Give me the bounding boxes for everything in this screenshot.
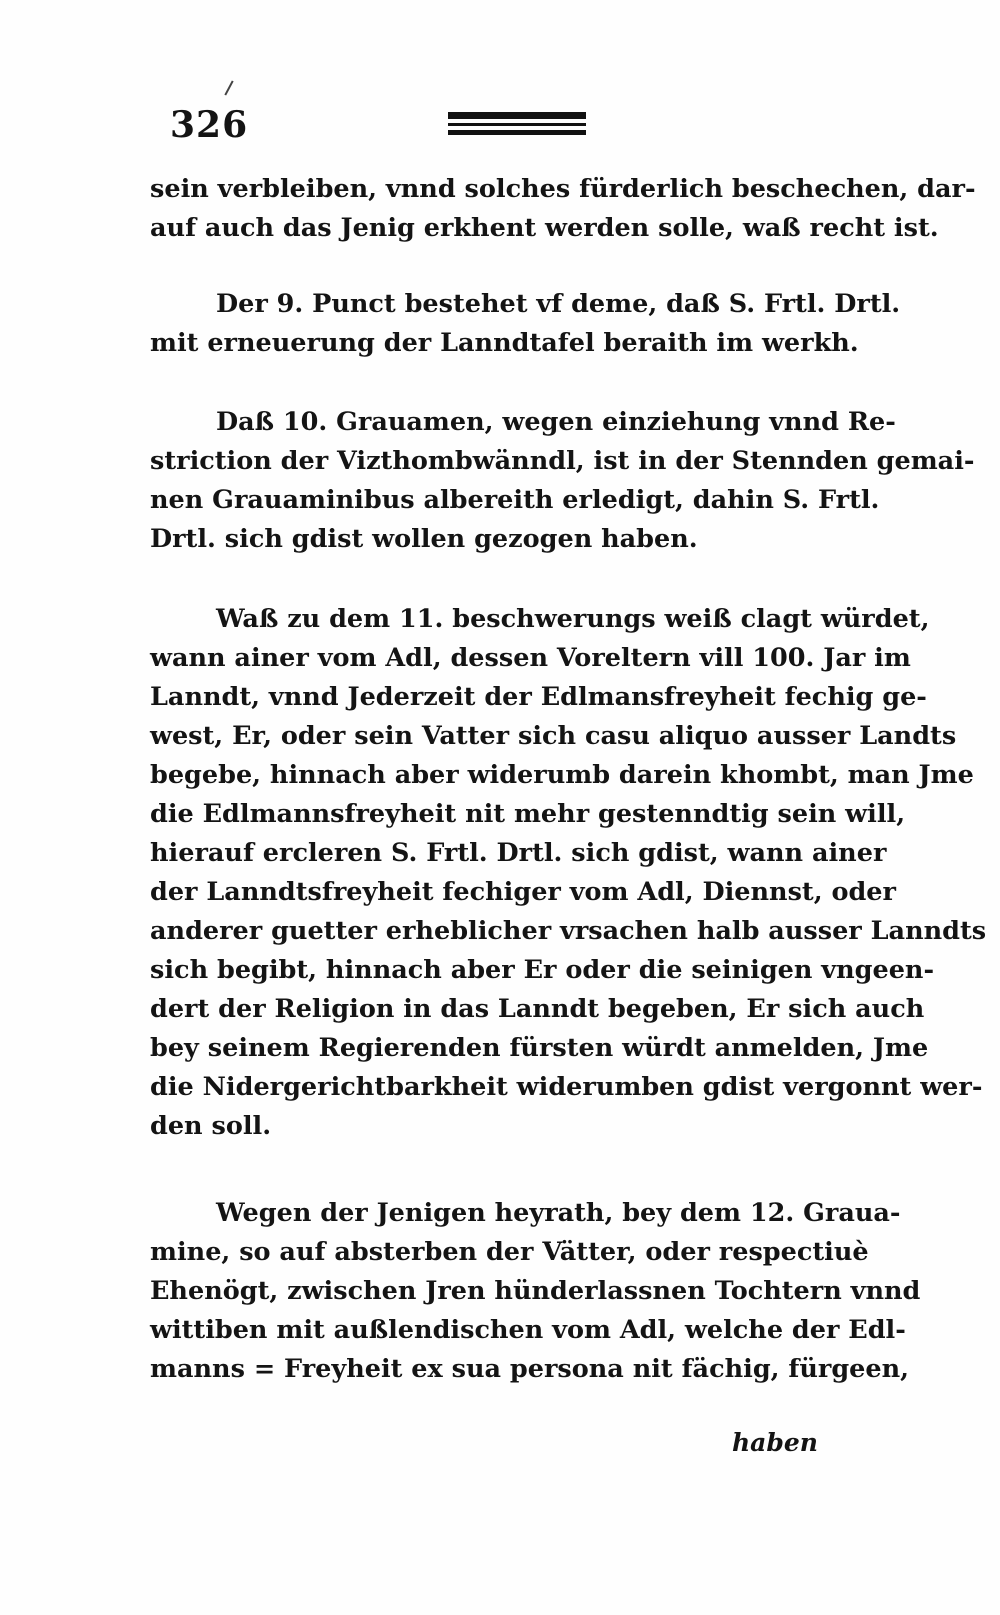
text-line: anderer guetter erheblicher vrsachen halb ausser Lanndts	[150, 916, 987, 946]
text-line: striction der Vizthombwänndl, ist in der Stennden gemai-	[150, 446, 975, 476]
text-line: dert der Religion in das Lanndt begeben, Er sich auch	[150, 994, 925, 1024]
stray-ink-mark	[224, 80, 233, 95]
text-line: Waß zu dem 11. beschwerungs weiß clagt würdet,	[216, 604, 930, 634]
text-line: Wegen der Jenigen heyrath, bey dem 12. Graua-	[216, 1198, 901, 1228]
paragraph-5	[150, 1194, 921, 1389]
text-line: hierauf ercleren S. Frtl. Drtl. sich gdist, wann ainer	[150, 838, 887, 868]
catchword: haben	[732, 1428, 818, 1457]
text-line: sich begibt, hinnach aber Er oder die seinigen vngeen-	[150, 955, 935, 985]
text-line: auf auch das Jenig erkhent werden solle, waß recht ist.	[150, 213, 939, 243]
text-line: sein verbleiben, vnnd solches fürderlich beschechen, dar-	[150, 174, 976, 204]
text-line: den soll.	[150, 1111, 272, 1141]
text-line: Ehenögt, zwischen Jren hünderlassnen Tochtern vnnd	[150, 1276, 921, 1306]
text-line: west, Er, oder sein Vatter sich casu aliquo ausser Landts	[150, 721, 957, 751]
text-line: die Edlmannsfreyheit nit mehr gestenndtig sein will,	[150, 799, 906, 829]
header-rule	[448, 112, 586, 139]
text-line: der Lanndtsfreyheit fechiger vom Adl, Diennst, oder	[150, 877, 896, 907]
text-line: wann ainer vom Adl, dessen Voreltern vill 100. Jar im	[150, 643, 911, 673]
text-line: bey seinem Regierenden fürsten würdt anmelden, Jme	[150, 1033, 929, 1063]
text-line: begebe, hinnach aber widerumb darein khombt, man Jme	[150, 760, 974, 790]
paragraph-1	[150, 170, 976, 248]
text-line: Daß 10. Grauamen, wegen einziehung vnnd Re-	[216, 407, 896, 437]
text-line: manns = Freyheit ex sua persona nit fächig, fürgeen,	[150, 1354, 910, 1384]
text-line: mit erneuerung der Lanndtafel beraith im werkh.	[150, 328, 859, 358]
text-line: Lanndt, vnnd Jederzeit der Edlmansfreyheit fechig ge-	[150, 682, 927, 712]
text-line: wittiben mit außlendischen vom Adl, welche der Edl-	[150, 1315, 906, 1345]
page-number: 326	[170, 104, 249, 146]
text-line: Der 9. Punct bestehet vf deme, daß S. Frtl. Drtl.	[216, 289, 901, 319]
paragraph-4	[150, 600, 987, 1146]
paragraph-2	[150, 285, 901, 363]
text-line: die Nidergerichtbarkheit widerumben gdist vergonnt wer-	[150, 1072, 983, 1102]
text-line: nen Grauaminibus albereith erledigt, dahin S. Frtl.	[150, 485, 880, 515]
text-line: mine, so auf absterben der Vätter, oder respectiuè	[150, 1237, 869, 1267]
paragraph-3	[150, 403, 975, 559]
text-line: Drtl. sich gdist wollen gezogen haben.	[150, 524, 698, 554]
